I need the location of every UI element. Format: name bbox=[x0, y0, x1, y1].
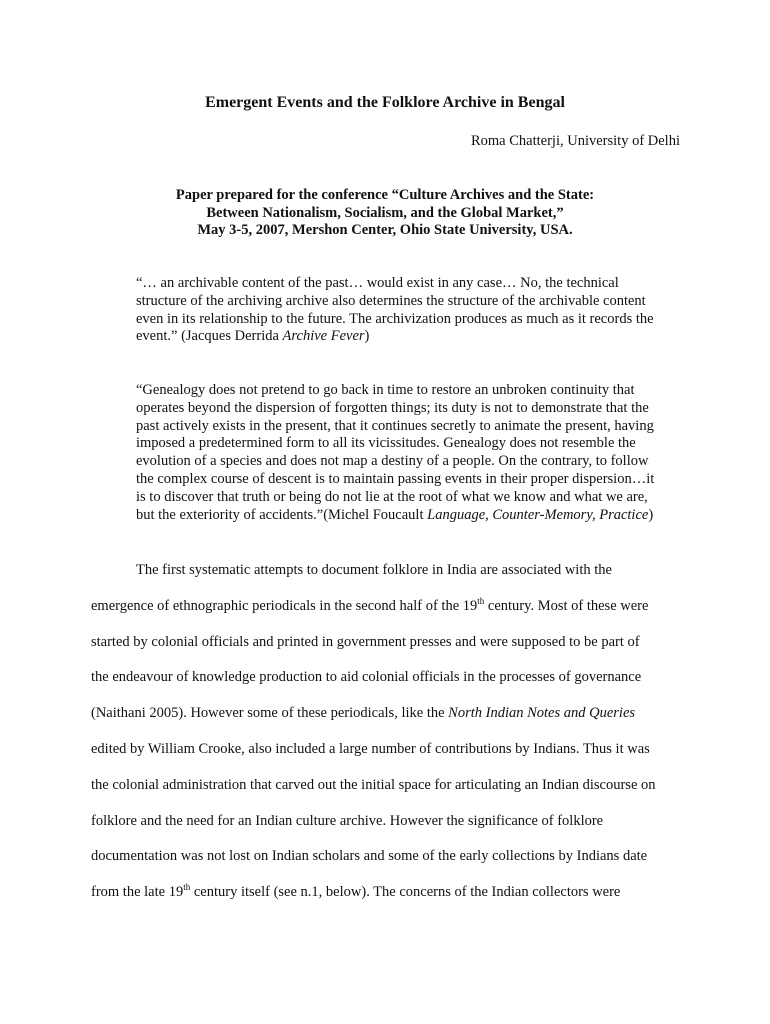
book-title: Archive Fever bbox=[282, 328, 365, 345]
author-line: Roma Chatterji, University of Delhi bbox=[470, 133, 680, 149]
quote-line: “… an archivable content of the past… would exist in any case… No, the technical bbox=[136, 275, 619, 291]
quote-line bbox=[136, 507, 681, 525]
body-text: century itself (see n.1, below). The concerns of the Indian collectors were bbox=[190, 884, 621, 901]
book-title: Language, Counter-Memory, Practice bbox=[427, 506, 649, 523]
quote-text: ) bbox=[364, 328, 370, 345]
quote-line: past actively exists in the present, that it continues secretly to animate the present, having bbox=[136, 417, 654, 434]
body-text: (Naithani 2005). However some of these periodicals, like the bbox=[91, 705, 449, 722]
body-line: documentation was not lost on Indian scholars and some of the early collections by Indians date bbox=[91, 848, 648, 865]
paper-title: Emergent Events and the Folklore Archive in Bengal bbox=[205, 94, 565, 111]
quote-line: is to discover that truth or being do not lie at the root of what we know and what we are, bbox=[136, 488, 648, 505]
body-text: from the late 19 bbox=[91, 884, 184, 901]
body-text: century. Most of these were bbox=[484, 597, 649, 614]
body-line bbox=[91, 596, 691, 632]
body-text: emergence of ethnographic periodicals in the second half of the 19 bbox=[91, 597, 478, 614]
quote-line bbox=[136, 328, 681, 346]
quote-line: operates beyond the dispersion of forgotten things; its duty is not to demonstrate that the bbox=[136, 399, 649, 416]
superscript: th bbox=[477, 595, 485, 606]
body-line: The first systematic attempts to document folklore in India are associated with the bbox=[136, 562, 612, 578]
conference-line: Between Nationalism, Socialism, and the Global Market,” bbox=[206, 204, 564, 221]
conference-note bbox=[0, 187, 770, 240]
quote-line: structure of the archiving archive also determines the structure of the archivable content bbox=[136, 292, 646, 309]
body-line: the colonial administration that carved out the initial space for articulating an Indian discourse on bbox=[91, 776, 656, 793]
quote-line: imposed a predetermined form to all its vicissitudes. Genealogy does not resemble the bbox=[136, 435, 636, 452]
epigraph-foucault bbox=[136, 382, 681, 524]
quote-line: the complex course of descent is to maintain passing events in their proper dispersion…it bbox=[136, 470, 655, 487]
quote-text: event.” (Jacques Derrida bbox=[136, 328, 283, 345]
conference-line: Paper prepared for the conference “Culture Archives and the State: bbox=[175, 187, 595, 203]
quote-text: ) bbox=[648, 506, 654, 523]
quote-text: but the exteriority of accidents.”(Michel Foucault bbox=[136, 506, 428, 523]
body-line: folklore and the need for an Indian culture archive. However the significance of folklore bbox=[91, 812, 604, 829]
quote-line: evolution of a species and does not map a destiny of a people. On the contrary, to follow bbox=[136, 453, 649, 470]
body-paragraph bbox=[91, 560, 691, 918]
body-line bbox=[91, 882, 691, 918]
body-line: the endeavour of knowledge production to aid colonial officials in the processes of governance bbox=[91, 669, 642, 686]
quote-line: even in its relationship to the future. The archivization produces as much as it records the bbox=[136, 310, 654, 327]
periodical-title: North Indian Notes and Queries bbox=[448, 705, 636, 722]
superscript: th bbox=[183, 882, 191, 893]
conference-line: May 3-5, 2007, Mershon Center, Ohio State University, USA. bbox=[197, 222, 573, 238]
body-line bbox=[91, 703, 691, 739]
body-line: started by colonial officials and printed in government presses and were supposed to be part of bbox=[91, 633, 640, 650]
body-line: edited by William Crooke, also included a large number of contributions by Indians. Thus it was bbox=[91, 740, 650, 757]
quote-line: “Genealogy does not pretend to go back in time to restore an unbroken continuity that bbox=[136, 382, 635, 398]
epigraph-derrida bbox=[136, 275, 681, 346]
